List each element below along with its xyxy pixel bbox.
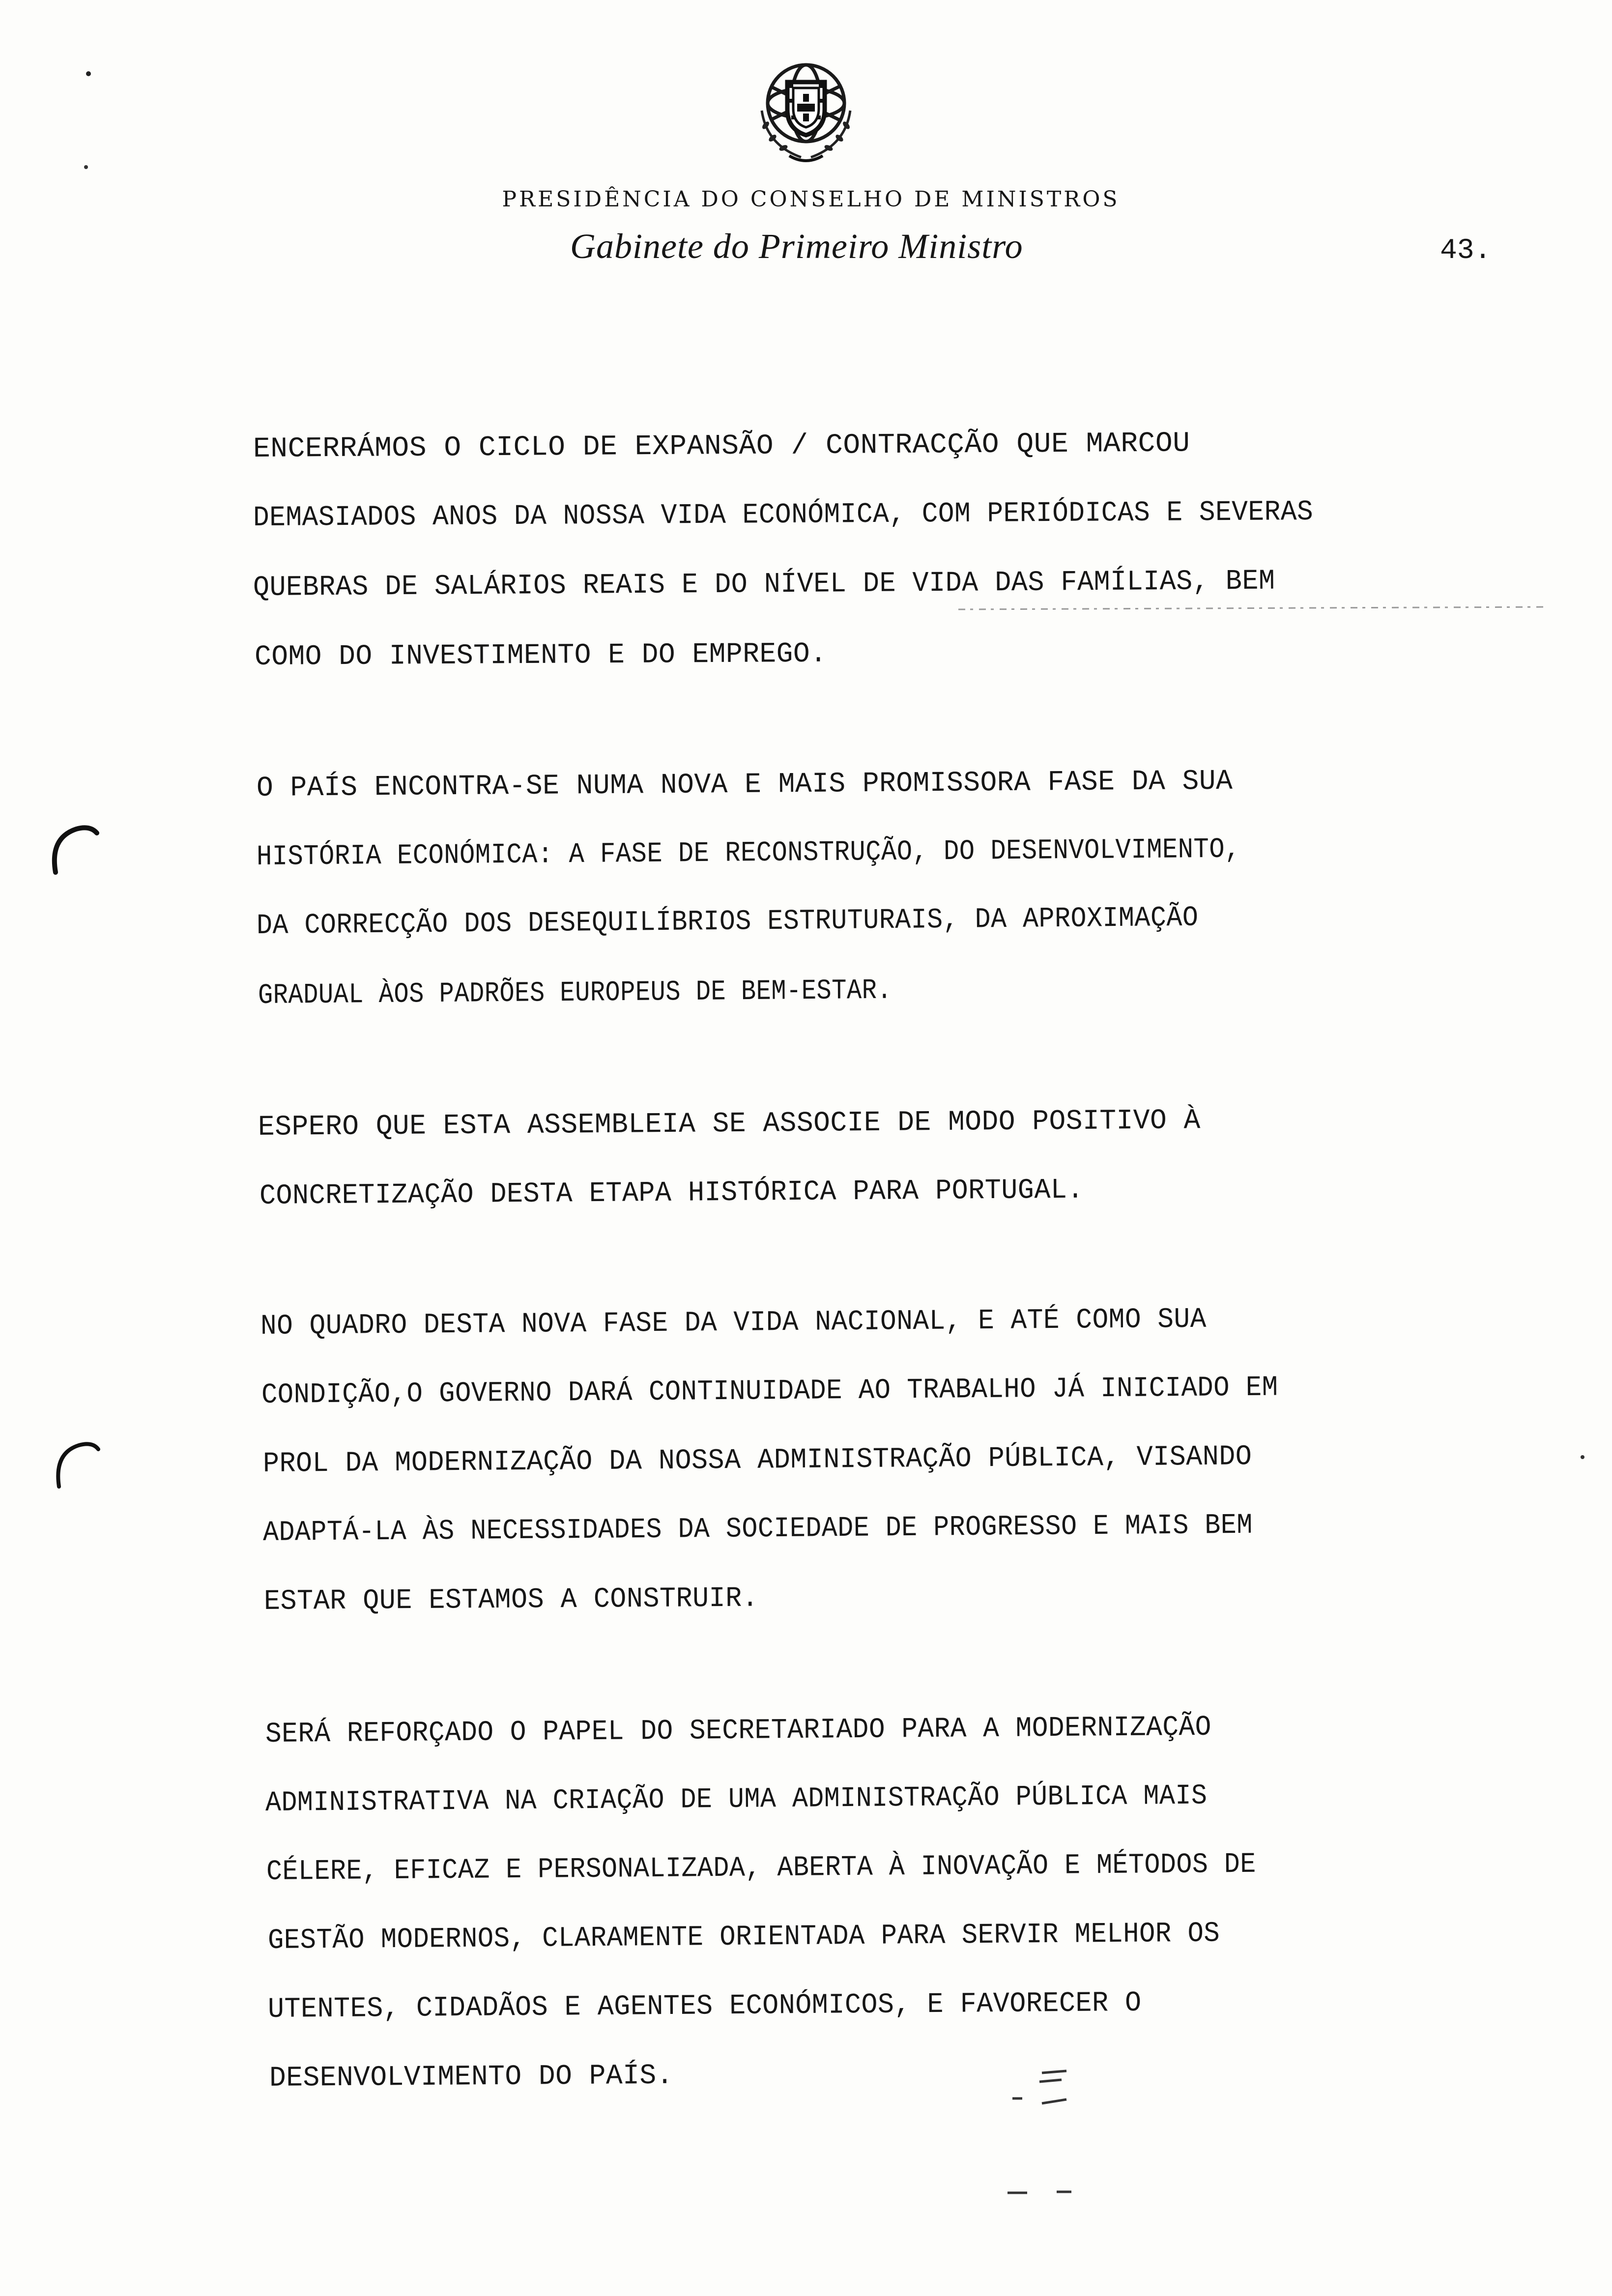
portuguese-coat-of-arms-icon bbox=[742, 52, 870, 170]
body-line: ESTAR QUE ESTAMOS A CONSTRUIR. bbox=[263, 1582, 759, 1618]
body-line: GRADUAL ÀOS PADRÕES EUROPEUS DE BEM-ESTAR. bbox=[258, 975, 892, 1012]
cabinet-heading: Gabinete do Primeiro Ministro bbox=[570, 227, 1023, 266]
scan-dash-marks bbox=[993, 2064, 1081, 2118]
body-line: NO QUADRO DESTA NOVA FASE DA VIDA NACIONAL, E ATÉ COMO SUA bbox=[260, 1303, 1207, 1343]
body-line: QUEBRAS DE SALÁRIOS REAIS E DO NÍVEL DE VIDA DAS FAMÍLIAS, BEM bbox=[253, 565, 1275, 604]
body-line: ADAPTÁ-LA ÀS NECESSIDADES DA SOCIEDADE DE PROGRESSO E MAIS BEM bbox=[262, 1509, 1253, 1549]
scan-speck bbox=[1578, 1452, 1587, 1462]
body-line: DA CORRECÇÃO DOS DESEQUILÍBRIOS ESTRUTURAIS, DA APROXIMAÇÃO bbox=[256, 902, 1199, 942]
body-line: DESENVOLVIMENTO DO PAÍS. bbox=[269, 2060, 674, 2095]
page-number: 43. bbox=[1440, 235, 1492, 267]
body-line: UTENTES, CIDADÃOS E AGENTES ECONÓMICOS, E FAVORECER O bbox=[267, 1987, 1142, 2026]
body-line: SERÁ REFORÇADO O PAPEL DO SECRETARIADO PARA A MODERNIZAÇÃO bbox=[265, 1711, 1212, 1751]
scan-speck bbox=[84, 69, 93, 79]
body-line: ADMINISTRATIVA NA CRIAÇÃO DE UMA ADMINISTRAÇÃO PÚBLICA MAIS bbox=[265, 1780, 1208, 1819]
body-line: DEMASIADOS ANOS DA NOSSA VIDA ECONÓMICA, COM PERIÓDICAS E SEVERAS bbox=[253, 496, 1314, 534]
body-line: CÉLERE, EFICAZ E PERSONALIZADA, ABERTA À INOVAÇÃO E MÉTODOS DE bbox=[266, 1848, 1256, 1888]
punch-hole-mark bbox=[49, 1433, 103, 1492]
office-heading: PRESIDÊNCIA DO CONSELHO DE MINISTROS bbox=[502, 187, 1120, 212]
body-line: ENCERRÁMOS O CICLO DE EXPANSÃO / CONTRACÇÃO QUE MARCOU bbox=[253, 428, 1190, 465]
scan-speck bbox=[81, 162, 91, 172]
body-line: CONDIÇÃO,O GOVERNO DARÁ CONTINUIDADE AO TRABALHO JÁ INICIADO EM bbox=[261, 1372, 1278, 1411]
body-line: ESPERO QUE ESTA ASSEMBLEIA SE ASSOCIE DE MODO POSITIVO À bbox=[258, 1105, 1201, 1144]
scan-dash-marks bbox=[1003, 2182, 1091, 2202]
punch-hole-mark bbox=[47, 818, 101, 877]
body-line: HISTÓRIA ECONÓMICA: A FASE DE RECONSTRUÇÃO, DO DESENVOLVIMENTO, bbox=[256, 833, 1240, 873]
body-line: CONCRETIZAÇÃO DESTA ETAPA HISTÓRICA PARA PORTUGAL. bbox=[259, 1174, 1084, 1212]
scan-streak bbox=[958, 602, 1548, 617]
body-line: COMO DO INVESTIMENTO E DO EMPREGO. bbox=[254, 638, 827, 673]
body-line: PROL DA MODERNIZAÇÃO DA NOSSA ADMINISTRAÇÃO PÚBLICA, VISANDO bbox=[262, 1441, 1252, 1480]
body-line: GESTÃO MODERNOS, CLARAMENTE ORIENTADA PARA SERVIR MELHOR OS bbox=[267, 1918, 1220, 1957]
body-line: O PAÍS ENCONTRA-SE NUMA NOVA E MAIS PROMISSORA FASE DA SUA bbox=[256, 765, 1233, 804]
